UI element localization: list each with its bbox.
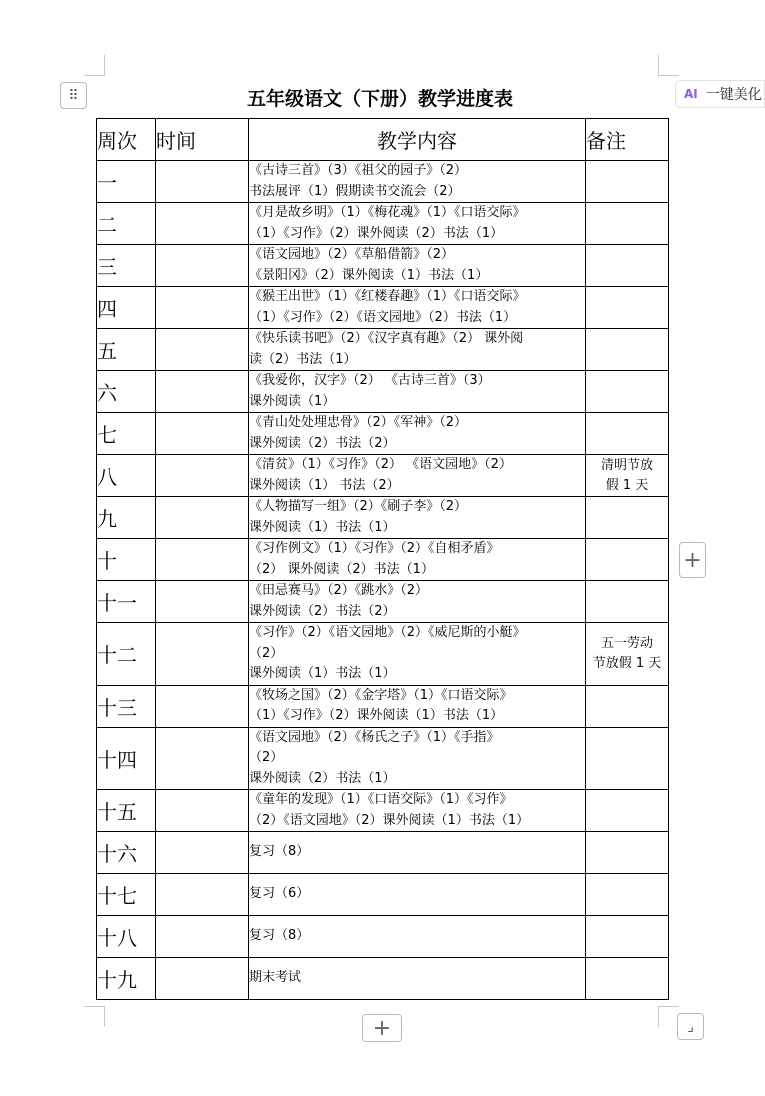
note-cell[interactable] (586, 623, 669, 686)
note-cell[interactable] (586, 832, 669, 874)
note-cell[interactable] (586, 874, 669, 916)
table-row (97, 413, 669, 455)
content-cell[interactable] (249, 245, 586, 287)
week-cell[interactable]: 十九 (97, 958, 156, 1000)
table-row (97, 623, 669, 686)
week-cell[interactable]: 十二 (97, 623, 156, 686)
content-line: 课外阅读（2）书法（2） (249, 603, 396, 619)
time-cell[interactable] (156, 539, 249, 581)
note-cell[interactable] (586, 245, 669, 287)
content-cell[interactable] (249, 539, 586, 581)
table-row (97, 455, 669, 497)
page-title: 五年级语文（下册）教学进度表 (246, 88, 513, 110)
time-cell[interactable] (156, 685, 249, 727)
week-cell[interactable]: 四 (97, 287, 156, 329)
content-cell[interactable] (249, 413, 586, 455)
add-column-button[interactable] (679, 542, 706, 578)
table-row (97, 685, 669, 727)
note-cell[interactable] (586, 727, 669, 790)
content-line: （2） (249, 750, 284, 765)
content-cell[interactable] (249, 161, 586, 203)
content-line: 课外阅读（1）书法（1） (249, 666, 396, 681)
header-note: 备注 (586, 119, 669, 161)
content-line: 《语文园地》（2）《草船借箭》（2） (249, 247, 455, 262)
content-line: 《古诗三首》（3）《祖父的园子》（2） (249, 163, 468, 178)
week-cell[interactable]: 七 (97, 413, 156, 455)
table-row (97, 539, 669, 581)
content-line: 《童年的发现》（1）《口语交际》（1）《习作》 (249, 792, 513, 807)
week-cell[interactable]: 十六 (97, 832, 156, 874)
time-cell[interactable] (156, 203, 249, 245)
table-resize-handle[interactable] (677, 1013, 704, 1040)
time-cell[interactable] (156, 497, 249, 539)
content-line: （1）《习作》（2）课外阅读（2）书法（1） (249, 225, 504, 241)
plus-icon: + (683, 547, 702, 573)
content-line: 复习（8） (249, 844, 310, 860)
week-cell[interactable]: 十七 (97, 874, 156, 916)
add-row-button[interactable] (362, 1014, 402, 1042)
content-line: 《景阳冈》（2）课外阅读（1）书法（1） (249, 267, 489, 283)
content-cell[interactable] (249, 623, 586, 686)
table-row (97, 245, 669, 287)
note-cell[interactable] (586, 329, 669, 371)
note-line: 清明节放 (600, 457, 653, 473)
content-line: 《习作例文》（1）《习作》（2）《自相矛盾》 (249, 541, 500, 556)
week-cell[interactable]: 十四 (97, 727, 156, 790)
week-cell[interactable]: 十八 (97, 916, 156, 958)
table-row (97, 329, 669, 371)
content-cell[interactable] (249, 874, 586, 916)
note-cell[interactable] (586, 581, 669, 623)
week-cell[interactable]: 十三 (97, 685, 156, 727)
content-cell[interactable] (249, 455, 586, 497)
time-cell[interactable] (156, 161, 249, 203)
table-row (97, 203, 669, 245)
content-cell[interactable] (249, 727, 586, 790)
note-cell[interactable] (586, 916, 669, 958)
content-cell[interactable] (249, 203, 586, 245)
schedule-table (96, 118, 669, 1000)
content-line: （2） 课外阅读（2）书法（1） (249, 561, 434, 577)
time-cell[interactable] (156, 329, 249, 371)
table-row (97, 916, 669, 958)
table-header-row (97, 119, 669, 161)
week-cell[interactable]: 三 (97, 245, 156, 287)
content-cell[interactable] (249, 581, 586, 623)
note-cell[interactable] (586, 958, 669, 1000)
content-line: 课外阅读（2）书法（2） (249, 435, 396, 451)
content-line: 书法展评（1）假期读书交流会（2） (249, 183, 461, 199)
time-cell[interactable] (156, 245, 249, 287)
time-cell[interactable] (156, 958, 249, 1000)
content-line: 《快乐读书吧》（2）《汉字真有趣》（2） 课外阅 (249, 331, 524, 346)
content-line: 《猴王出世》（1）《红楼春趣》（1）《口语交际》 (249, 289, 526, 304)
content-line: 读（2）书法（1） (249, 351, 357, 367)
grip-dots-icon: ⠿ (68, 87, 79, 104)
content-cell[interactable] (249, 497, 586, 539)
content-cell[interactable] (249, 790, 586, 832)
time-cell[interactable] (156, 455, 249, 497)
content-cell[interactable] (249, 329, 586, 371)
week-cell[interactable]: 八 (97, 455, 156, 497)
note-cell[interactable] (586, 685, 669, 727)
time-cell[interactable] (156, 623, 249, 686)
note-cell[interactable] (586, 790, 669, 832)
content-line: （2） (249, 645, 284, 661)
header-content: 教学内容 (249, 119, 586, 161)
time-cell[interactable] (156, 581, 249, 623)
ai-beautify-label: 一键美化 (705, 87, 762, 103)
note-cell[interactable] (586, 203, 669, 245)
content-line: 《青山处处埋忠骨》（2）《军神》（2） (249, 415, 468, 430)
crop-mark-bottom-left (84, 1006, 105, 1027)
note-line: 假 1 天 (605, 477, 649, 493)
content-line: （1）《习作》（2）《语文园地》（2）书法（1） (249, 309, 517, 325)
week-cell[interactable]: 五 (97, 329, 156, 371)
table-row (97, 874, 669, 916)
content-line: 课外阅读（1） (249, 393, 336, 409)
content-cell[interactable] (249, 685, 586, 727)
time-cell[interactable] (156, 832, 249, 874)
week-cell[interactable]: 十五 (97, 790, 156, 832)
time-cell[interactable] (156, 916, 249, 958)
content-cell[interactable] (249, 916, 586, 958)
table-row (97, 287, 669, 329)
content-cell[interactable] (249, 958, 586, 1000)
note-cell[interactable] (586, 371, 669, 413)
time-cell[interactable] (156, 287, 249, 329)
content-line: （2）《语文园地》（2）课外阅读（1）书法（1） (249, 812, 530, 828)
content-line: 期末考试 (249, 970, 302, 986)
time-cell[interactable] (156, 874, 249, 916)
ai-icon: AI (684, 87, 698, 101)
content-line: 《语文园地》（2）《杨氏之子》（1）《手指》 (249, 729, 500, 745)
table-row (97, 371, 669, 413)
content-line: 《人物描写一组》（2）《刷子李》（2） (249, 499, 468, 514)
content-line: 《习作》（2）《语文园地》（2）《威尼斯的小艇》 (249, 625, 526, 640)
header-week: 周次 (97, 119, 156, 161)
header-time: 时间 (156, 119, 249, 161)
week-cell[interactable]: 九 (97, 497, 156, 539)
time-cell[interactable] (156, 790, 249, 832)
content-line: 复习（6） (249, 886, 310, 902)
week-cell[interactable]: 六 (97, 371, 156, 413)
note-cell[interactable] (586, 413, 669, 455)
resize-corner-icon: ⌟ (687, 1018, 694, 1035)
crop-mark-bottom-right (658, 1006, 679, 1027)
content-cell[interactable] (249, 287, 586, 329)
content-line: 课外阅读（1）书法（1） (249, 519, 396, 535)
table-row (97, 832, 669, 874)
content-line: 课外阅读（1） 书法（2） (249, 477, 400, 493)
crop-mark-top-left (84, 55, 105, 76)
note-cell[interactable] (586, 161, 669, 203)
content-line: 《田忌赛马》（2）《跳水》（2） (249, 583, 429, 598)
note-line: 五一劳动 (600, 635, 653, 651)
note-cell[interactable] (586, 455, 669, 497)
week-cell[interactable]: 二 (97, 203, 156, 245)
week-cell[interactable]: 十 (97, 539, 156, 581)
time-cell[interactable] (156, 371, 249, 413)
content-cell[interactable] (249, 371, 586, 413)
table-row (97, 790, 669, 832)
content-line: 《牧场之国》（2）《金字塔》（1）《口语交际》 (249, 687, 513, 703)
table-row (97, 727, 669, 790)
content-line: 复习（8） (249, 928, 310, 944)
table-row (97, 581, 669, 623)
note-line: 节放假 1 天 (592, 655, 662, 671)
plus-icon: + (372, 1015, 392, 1041)
note-cell[interactable] (586, 497, 669, 539)
content-line: 《清贫》（1）《习作》（2） 《语文园地》（2） (249, 457, 512, 472)
note-cell[interactable] (586, 539, 669, 581)
time-cell[interactable] (156, 413, 249, 455)
table-row (97, 958, 669, 1000)
week-cell[interactable]: 一 (97, 161, 156, 203)
table-row (97, 497, 669, 539)
content-line: 《月是故乡明》（1）《梅花魂》（1）《口语交际》 (249, 205, 526, 220)
week-cell[interactable]: 十一 (97, 581, 156, 623)
time-cell[interactable] (156, 727, 249, 790)
content-line: 课外阅读（2）书法（1） (249, 770, 396, 786)
table-row (97, 161, 669, 203)
note-cell[interactable] (586, 287, 669, 329)
content-line: 《我爱你，汉字》（2） 《古诗三首》（3） (249, 373, 491, 388)
content-cell[interactable] (249, 832, 586, 874)
crop-mark-top-right (658, 55, 679, 76)
content-line: （1）《习作》（2）课外阅读（1）书法（1） (249, 708, 504, 723)
